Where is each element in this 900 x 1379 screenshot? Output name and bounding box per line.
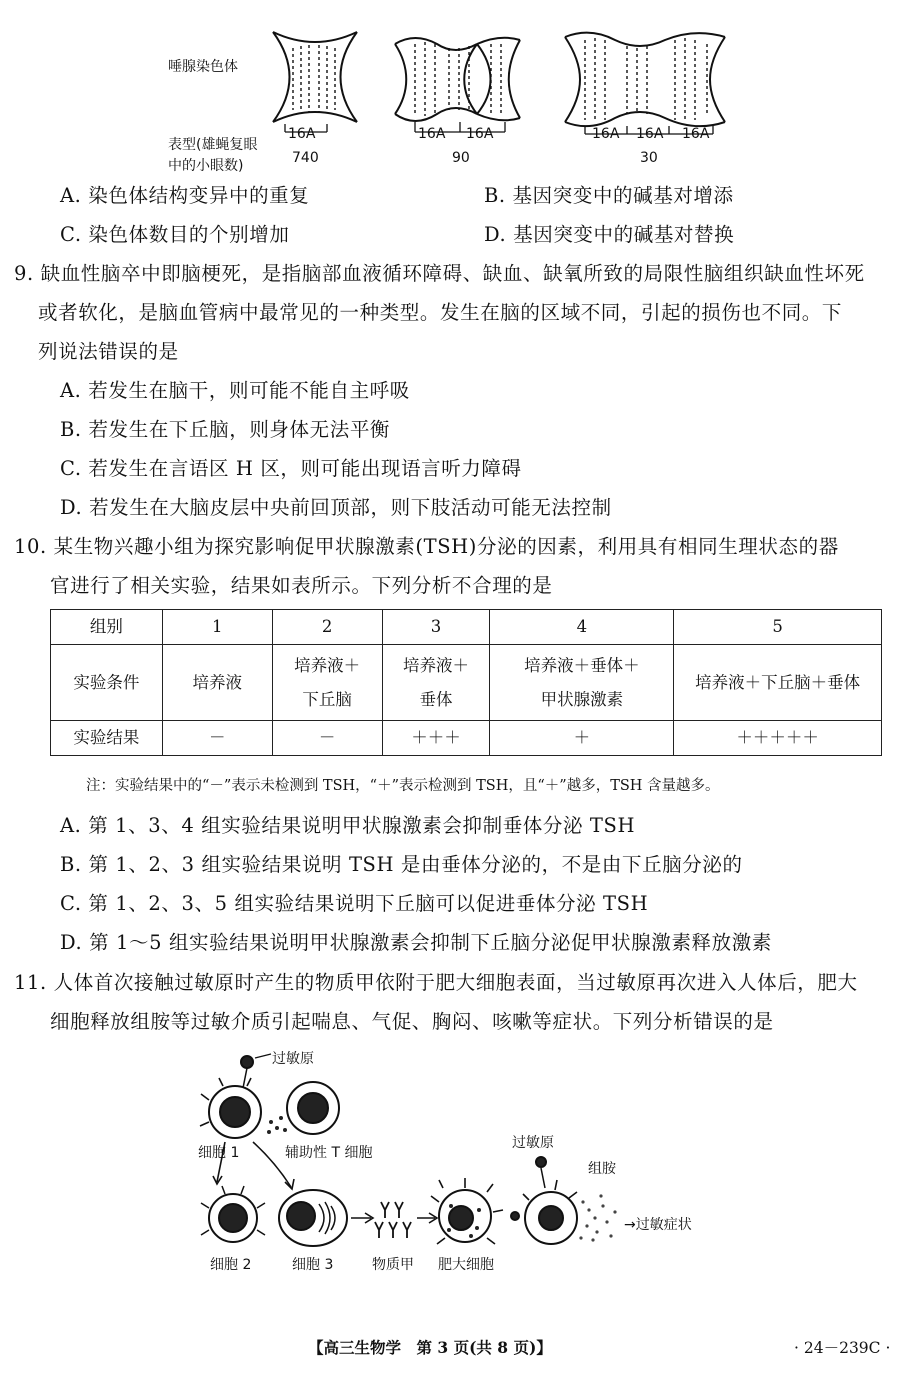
q10-option-a: A. 第 1、3、4 组实验结果说明甲状腺激素会抑制垂体分泌 TSH [60,814,636,837]
group-cell: 2 [272,610,382,645]
row-header-condition: 实验条件 [51,645,163,721]
group-cell: 4 [490,610,674,645]
mast-cell-label: 肥大细胞 [438,1257,494,1273]
exam-code: · 24－239C · [794,1339,891,1357]
chromosome-row-label: 唾腺染色体 [168,59,238,75]
result-cell: － [162,721,272,756]
group-cell: 5 [674,610,882,645]
condition-text: 下丘脑 [302,689,352,709]
condition-cell [674,645,882,721]
count-90: 90 [452,150,470,166]
phenotype-label-2: 中的小眼数) [168,158,244,174]
result-cell: ＋ [490,721,674,756]
page-footer: 【高三生物学 第 3 页(共 8 页)】 [308,1338,552,1357]
condition-cell [382,645,490,721]
result-cell: － [272,721,382,756]
table-row-condition [51,645,882,721]
chromosome-90 [395,38,520,132]
allergen-label: 过敏原 [272,1051,314,1067]
experiment-table [50,609,882,756]
allergen-dot [241,1056,253,1068]
q9-stem: 9. 缺血性脑卒中即脑梗死，是指脑部血液循环障碍、缺血、缺氧所致的局限性脑组织缺血性坏死 [14,262,865,285]
band-label: 16A [288,126,316,142]
q10-option-c: C. 第 1、2、3、5 组实验结果说明下丘脑可以促进垂体分泌 TSH [60,892,649,915]
q9-option-d: D. 若发生在大脑皮层中央前回顶部，则下肢活动可能无法控制 [60,496,612,519]
row-header-group: 组别 [51,610,163,645]
chromosome-740 [273,32,357,132]
table-row-group [51,610,882,645]
q8-option-d: D. 基因突变中的碱基对替换 [484,223,735,246]
band-label: 16A [466,126,494,142]
band-label: 16A [418,126,446,142]
chromosome-30 [565,33,725,134]
group-cell: 3 [382,610,490,645]
q10-option-d: D. 第 1～5 组实验结果说明甲状腺激素会抑制下丘脑分泌促甲状腺激素释放激素 [60,931,772,954]
q10-option-b: B. 第 1、2、3 组实验结果说明 TSH 是由垂体分泌的，不是由下丘脑分泌的 [60,853,743,876]
cell-3-label: 细胞 3 [292,1257,334,1273]
condition-text: 培养液＋垂体＋ [524,655,640,675]
group-cell: 1 [162,610,272,645]
band-label: 16A [682,126,710,142]
condition-text: 培养液＋ [294,655,361,675]
row-header-result: 实验结果 [51,721,163,756]
allergen-label-2: 过敏原 [512,1135,554,1151]
band-label: 16A [636,126,664,142]
condition-cell [162,645,272,721]
condition-text: 垂体 [419,689,453,709]
table-row-result [51,721,882,756]
condition-text: 培养液 [192,672,243,692]
q9-option-a: A. 若发生在脑干，则可能不能自主呼吸 [60,379,410,402]
band-label: 16A [592,126,620,142]
condition-text: 培养液＋下丘脑＋垂体 [695,672,861,692]
condition-cell [490,645,674,721]
q11-stem-2: 细胞释放组胺等过敏介质引起喘息、气促、胸闷、咳嗽等症状。下列分析错误的是 [50,1010,774,1033]
result-cell: ＋＋＋ [382,721,490,756]
cell-2-label: 细胞 2 [210,1257,252,1273]
result-cell: ＋＋＋＋＋ [674,721,882,756]
cell-1-label: 细胞 1 [198,1145,240,1161]
condition-text: 甲状腺激素 [540,689,624,709]
q11-stem: 11. 人体首次接触过敏原时产生的物质甲依附于肥大细胞表面，当过敏原再次进入人体后，肥大 [14,971,858,994]
q9-option-c: C. 若发生在言语区 H 区，则可能出现语言听力障碍 [60,457,522,480]
q8-option-c: C. 染色体数目的个别增加 [60,223,290,246]
q10-stem: 10. 某生物兴趣小组为探究影响促甲状腺激素(TSH)分泌的因素，利用具有相同生理状态的器 [14,535,839,558]
q9-stem-3: 列说法错误的是 [38,340,179,363]
table-note: 注：实验结果中的“－”表示未检测到 TSH，“＋”表示检测到 TSH，且“＋”越多，TSH 含量越多。 [86,778,720,794]
helper-t-label: 辅助性 T 细胞 [285,1145,373,1161]
allergy-mechanism-figure [195,1042,755,1282]
allergen-dot-2 [536,1157,546,1167]
cell-1-nucleus [220,1097,250,1127]
condition-cell [272,645,382,721]
condition-text: 培养液＋ [403,655,470,675]
count-740: 740 [292,150,319,166]
q8-option-b: B. 基因突变中的碱基对增添 [484,184,734,207]
histamine-label: 组胺 [588,1161,616,1177]
substance-a-antibodies [375,1202,411,1238]
phenotype-label: 表型(雄蝇复眼 [168,137,258,153]
q10-stem-2: 官进行了相关实验，结果如表所示。下列分析不合理的是 [50,574,553,597]
histamine-granules [579,1194,616,1241]
symptom-label: →过敏症状 [624,1217,692,1233]
count-30: 30 [640,150,658,166]
q9-option-b: B. 若发生在下丘脑，则身体无法平衡 [60,418,391,441]
substance-a-label: 物质甲 [372,1257,414,1273]
q8-option-a: A. 染色体结构变异中的重复 [60,184,310,207]
q9-stem-2: 或者软化，是脑血管病中最常见的一种类型。发生在脑的区域不同，引起的损伤也不同。下 [38,301,843,324]
